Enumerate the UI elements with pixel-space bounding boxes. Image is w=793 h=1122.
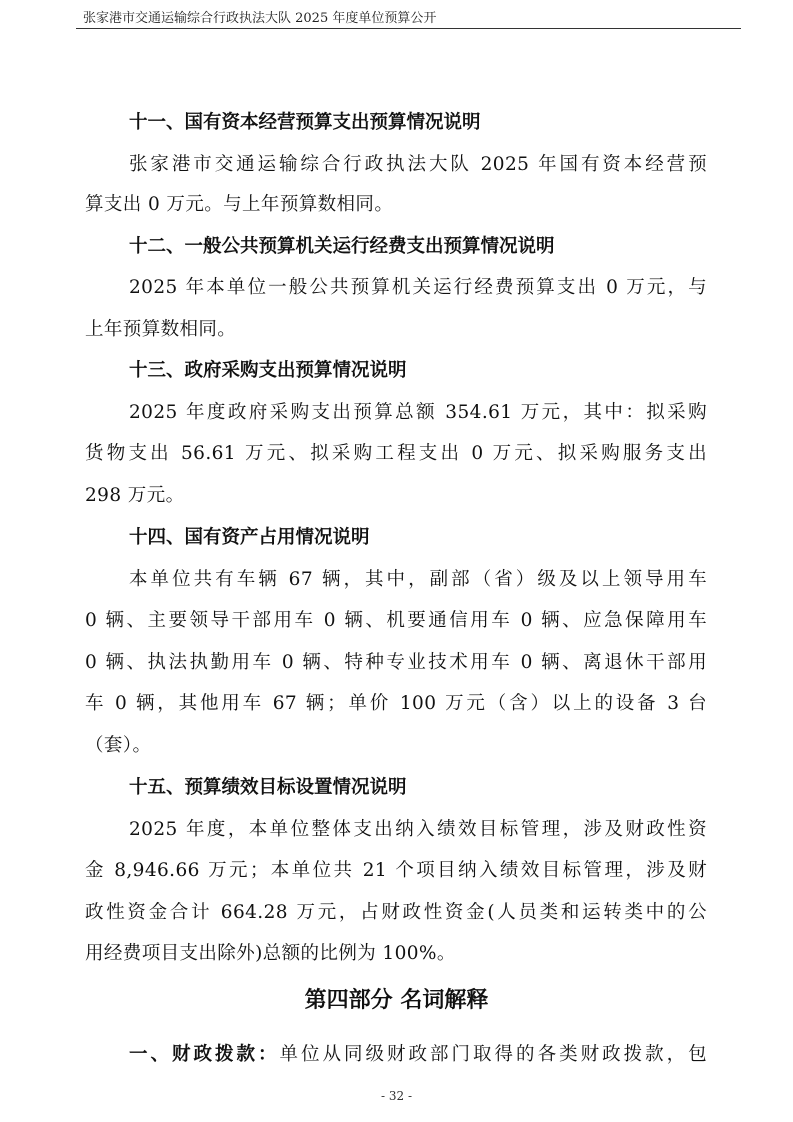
section-14-heading: 十四、国有资产占用情况说明 <box>129 527 370 548</box>
section-14-line-3: 0 辆、执法执勤用车 0 辆、特种专业技术用车 0 辆、离退休干部用 <box>85 652 707 673</box>
section-14-line-2: 0 辆、主要领导干部用车 0 辆、机要通信用车 0 辆、应急保障用车 <box>85 610 707 631</box>
section-15-line-2: 金 8,946.66 万元；本单位共 21 个项目纳入绩效目标管理，涉及财 <box>85 860 707 881</box>
section-11-heading: 十一、国有资本经营预算支出预算情况说明 <box>129 112 481 133</box>
section-12-line-2: 上年预算数相同。 <box>85 319 237 340</box>
section-11-line-2: 算支出 0 万元。与上年预算数相同。 <box>85 194 394 215</box>
part-4-title: 第四部分 名词解释 <box>304 988 489 1013</box>
term-1-text: 单位从同级财政部门取得的各类财政拨款，包 <box>279 1044 707 1065</box>
section-13-line-3: 298 万元。 <box>85 485 185 506</box>
section-12-heading: 十二、一般公共预算机关运行经费支出预算情况说明 <box>129 236 555 257</box>
page-number: - 32 - <box>380 1089 412 1103</box>
term-1-label: 一、财政拨款： <box>129 1044 280 1065</box>
running-header: 张家港市交通运输综合行政执法大队 2025 年度单位预算公开 <box>83 11 437 26</box>
section-15-heading: 十五、预算绩效目标设置情况说明 <box>129 777 407 798</box>
section-15-line-3: 政性资金合计 664.28 万元，占财政性资金(人员类和运转类中的公 <box>85 902 707 923</box>
section-13-heading: 十三、政府采购支出预算情况说明 <box>129 360 407 381</box>
section-13-line-2: 货物支出 56.61 万元、拟采购工程支出 0 万元、拟采购服务支出 <box>85 443 707 464</box>
section-12-line-1: 2025 年本单位一般公共预算机关运行经费预算支出 0 万元，与 <box>129 277 707 298</box>
section-14-line-5: （套）。 <box>85 735 152 756</box>
header-rule <box>76 28 741 29</box>
term-1-paragraph <box>129 1040 707 1066</box>
section-14-line-1: 本单位共有车辆 67 辆，其中，副部（省）级及以上领导用车 <box>129 569 707 590</box>
section-13-line-1: 2025 年度政府采购支出预算总额 354.61 万元，其中：拟采购 <box>129 402 707 423</box>
section-15-line-4: 用经费项目支出除外)总额的比例为 100%。 <box>85 943 456 964</box>
section-14-line-4: 车 0 辆，其他用车 67 辆；单价 100 万元（含）以上的设备 3 台 <box>85 693 707 714</box>
section-11-line-1: 张家港市交通运输综合行政执法大队 2025 年国有资本经营预 <box>129 154 707 175</box>
section-15-line-1: 2025 年度，本单位整体支出纳入绩效目标管理，涉及财政性资 <box>129 819 707 840</box>
